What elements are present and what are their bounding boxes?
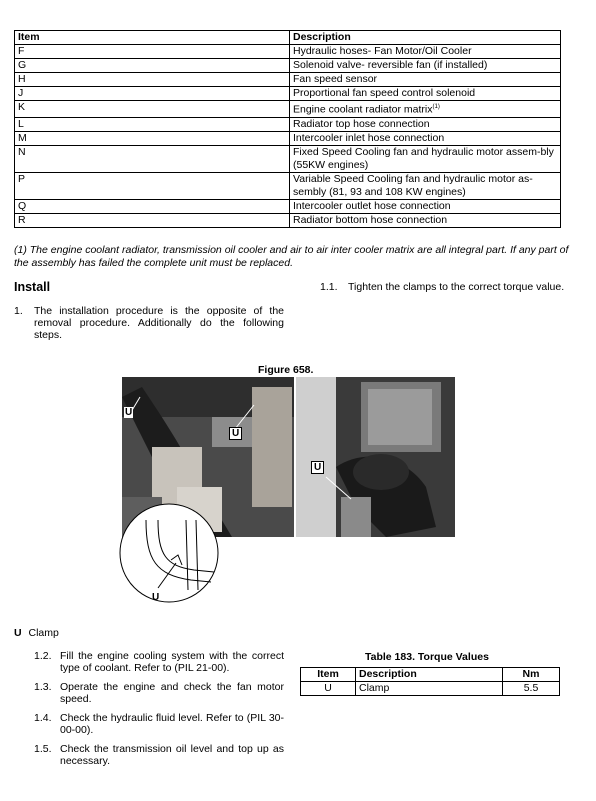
table-row <box>15 145 561 172</box>
step-number: 1.4. <box>34 712 52 724</box>
torque-item: U <box>301 682 356 696</box>
item-code: L <box>15 117 290 131</box>
procedure-step <box>34 681 284 705</box>
table-row <box>15 117 561 131</box>
table-header-row <box>15 31 561 45</box>
step-number: 1.2. <box>34 650 52 662</box>
procedure-step-1-1 <box>320 281 565 309</box>
figure-legend <box>14 627 59 639</box>
table-row <box>301 682 560 696</box>
item-code: H <box>15 73 290 87</box>
table-row <box>15 59 561 73</box>
footnote-marker: (1) <box>432 104 440 110</box>
step-number: 1. <box>14 305 23 317</box>
item-description: Intercooler outlet hose connection <box>290 199 561 213</box>
callout-label-u: U <box>125 407 133 418</box>
item-description: Fan speed sensor <box>290 73 561 87</box>
step-number: 1.1. <box>320 281 338 293</box>
callout-label-u: U <box>152 592 160 603</box>
torque-value: 5.5 <box>503 682 560 696</box>
callout-label-u: U <box>311 461 324 474</box>
step-number: 1.3. <box>34 681 52 693</box>
legend-label: Clamp <box>28 627 59 639</box>
item-code: Q <box>15 199 290 213</box>
item-description-text: Engine coolant radiator matrix <box>293 103 433 116</box>
step-text: Tighten the clamps to the correct torque value. <box>348 281 565 293</box>
section-heading-install: Install <box>14 280 51 294</box>
clamp-detail-inset <box>116 500 226 610</box>
callout-label-u: U <box>229 427 242 440</box>
item-code: M <box>15 131 290 145</box>
table-row <box>15 213 561 227</box>
items-table <box>14 30 561 228</box>
procedure-steps <box>34 650 284 774</box>
item-description: Variable Speed Cooling fan and hydraulic motor as-sembly (81, 93 and 108 KW engines) <box>290 172 561 199</box>
torque-table <box>300 667 560 696</box>
torque-table-title: Table 183. Torque Values <box>365 651 489 663</box>
item-description <box>290 101 561 118</box>
column-header-item: Item <box>15 31 290 45</box>
figure-title: Figure 658. <box>258 364 314 376</box>
item-code: R <box>15 213 290 227</box>
item-description: Intercooler inlet hose connection <box>290 131 561 145</box>
column-header-description: Description <box>356 668 503 682</box>
procedure-step <box>34 650 284 674</box>
torque-description: Clamp <box>356 682 503 696</box>
table-row <box>15 101 561 118</box>
step-text: Operate the engine and check the fan motor speed. <box>60 681 284 705</box>
item-description: Radiator top hose connection <box>290 117 561 131</box>
item-description: Solenoid valve- reversible fan (if installed) <box>290 59 561 73</box>
procedure-step <box>34 743 284 767</box>
table-row <box>15 172 561 199</box>
column-header-description: Description <box>290 31 561 45</box>
item-code: K <box>15 101 290 118</box>
item-code: P <box>15 172 290 199</box>
item-description: Hydraulic hoses- Fan Motor/Oil Cooler <box>290 45 561 59</box>
step-text: Check the hydraulic fluid level. Refer to (PIL 30-00-00). <box>60 712 284 736</box>
step-text: Fill the engine cooling system with the correct type of coolant. Refer to (PIL 21-00). <box>60 650 284 674</box>
table-header-row <box>301 668 560 682</box>
column-header-nm: Nm <box>503 668 560 682</box>
engine-bay-photo-right <box>296 377 455 537</box>
table-row <box>15 87 561 101</box>
step-text: Check the transmission oil level and top up as necessary. <box>60 743 284 767</box>
procedure-step <box>34 712 284 736</box>
table-footnote: (1) The engine coolant radiator, transmission oil cooler and air to air inter cooler matrix are all integral part. If any part of the assembly has failed the complete unit must be replaced. <box>14 244 569 269</box>
item-code: N <box>15 145 290 172</box>
legend-code: U <box>14 627 22 639</box>
step-text: The installation procedure is the opposite of the removal procedure. Additionally do the following steps. <box>34 305 284 341</box>
table-row <box>15 45 561 59</box>
item-description: Fixed Speed Cooling fan and hydraulic motor assem-bly (55KW engines) <box>290 145 561 172</box>
item-description: Radiator bottom hose connection <box>290 213 561 227</box>
table-row <box>15 199 561 213</box>
item-code: G <box>15 59 290 73</box>
table-row <box>15 131 561 145</box>
step-number: 1.5. <box>34 743 52 755</box>
item-code: F <box>15 45 290 59</box>
table-row <box>15 73 561 87</box>
procedure-step-1 <box>14 305 284 345</box>
item-description: Proportional fan speed control solenoid <box>290 87 561 101</box>
column-header-item: Item <box>301 668 356 682</box>
item-code: J <box>15 87 290 101</box>
